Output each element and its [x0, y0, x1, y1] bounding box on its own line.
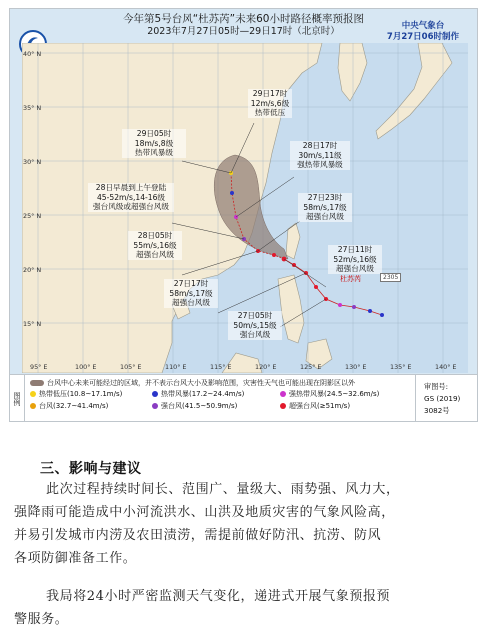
lon-tick: 100° E — [75, 363, 97, 371]
label-wind: 52m/s,16级 — [333, 254, 377, 264]
legend-item-label: 热带风暴(17.2~24.4m/s) — [161, 390, 245, 398]
lon-tick: 125° E — [300, 363, 322, 371]
legend-item-label: 强台风(41.5~50.9m/s) — [161, 402, 238, 410]
label-time: 28日17时 — [302, 141, 338, 150]
paragraph-line: 各项防御准备工作。 — [14, 551, 137, 566]
paragraph-line: 我局将24小时严密监测天气变化，递进式开展气象预报预 — [46, 589, 391, 604]
forecast-label — [248, 89, 292, 118]
legend-dot-icon — [152, 403, 158, 409]
label-wind: 30m/s,11级 — [298, 150, 342, 160]
legend-dot-icon — [30, 403, 36, 409]
paragraph-line: 此次过程持续时间长、范围广、量级大、雨势强、风力大， — [46, 482, 400, 497]
point-sty — [352, 305, 356, 309]
label-wind: 50m/s,15级 — [233, 320, 277, 330]
point-super — [324, 297, 328, 301]
point-super — [272, 253, 276, 257]
label-level: 超强台风级 — [172, 298, 210, 307]
review-label: 审图号: — [424, 382, 448, 391]
legend-dot-icon — [280, 403, 286, 409]
legend-item — [30, 401, 108, 411]
lat-tick: 20° N — [23, 266, 42, 274]
legend-dot-icon — [152, 391, 158, 397]
lon-tick: 115° E — [210, 363, 232, 371]
agency-made-time: 7月27日06时制作 — [386, 32, 459, 42]
lat-tick: 30° N — [23, 158, 42, 166]
legend-label: 图例 — [10, 375, 25, 422]
lon-tick: 95° E — [30, 363, 48, 371]
lon-tick: 140° E — [435, 363, 457, 371]
label-wind: 18m/s,8级 — [134, 138, 174, 148]
point-ts — [230, 191, 234, 195]
legend-item — [280, 401, 350, 411]
legend-item — [152, 389, 244, 399]
label-wind: 58m/s,17级 — [169, 288, 213, 298]
map-subtitle: 2023年7月27日05时—29日17时（北京时） — [147, 26, 340, 37]
label-wind: 12m/s,6级 — [250, 98, 290, 108]
review-number — [415, 375, 477, 422]
cone-swatch-icon — [30, 380, 44, 386]
label-level: 热带低压 — [254, 108, 286, 117]
point-ts — [368, 309, 372, 313]
forecast-label — [128, 231, 182, 260]
forecast-label — [228, 311, 282, 340]
legend-item-label: 超强台风(≥51m/s) — [289, 402, 351, 410]
lon-tick: 120° E — [255, 363, 277, 371]
lon-tick: 105° E — [120, 363, 142, 371]
lon-tick: 110° E — [165, 363, 187, 371]
point-ts — [380, 313, 384, 317]
label-level: 强台风级或超强台风级 — [93, 202, 169, 211]
legend-cone-item — [30, 378, 355, 388]
agency-block — [387, 21, 459, 43]
label-time: 27日17时 — [173, 279, 209, 288]
review-value: GS (2019) 3082号 — [424, 394, 461, 415]
map-legend — [10, 374, 477, 422]
label-level: 热带风暴级 — [135, 148, 173, 157]
agency-name: 中央气象台 — [401, 21, 445, 31]
section-heading: 三、影响与建议 — [40, 461, 142, 477]
legend-item-label: 强热带风暴(24.5~32.6m/s) — [289, 390, 380, 398]
legend-item-label: 热带低压(10.8~17.1m/s) — [39, 390, 123, 398]
lat-tick: 40° N — [23, 50, 42, 58]
label-wind: 45-52m/s,14-16级 — [96, 192, 166, 202]
forecast-label — [122, 129, 186, 158]
label-time: 28日05时 — [137, 231, 173, 240]
legend-item — [30, 389, 122, 399]
typhoon-forecast-map — [9, 8, 478, 422]
label-time: 27日05时 — [237, 311, 273, 320]
paragraph-line: 并易引发城市内涝及农田渍涝，需提前做好防汛、抗涝、防风 — [14, 528, 382, 543]
label-level: 超强台风级 — [306, 212, 344, 221]
legend-item — [152, 401, 237, 411]
label-level: 超强台风级 — [136, 250, 174, 259]
legend-dot-icon — [30, 391, 36, 397]
forecast-label — [164, 279, 218, 308]
forecast-label — [290, 141, 350, 170]
label-time: 29日17时 — [252, 89, 288, 98]
label-time: 29日05时 — [136, 129, 172, 138]
point-sts — [338, 303, 342, 307]
legend-cone-note: 台风中心未来可能经过的区域，并不表示台风大小及影响范围，灾害性天气也可能出现在阴影区以外 — [47, 379, 355, 387]
lon-tick: 135° E — [390, 363, 412, 371]
label-level: 强热带风暴级 — [297, 160, 343, 169]
lat-tick: 25° N — [23, 212, 42, 220]
forecast-label — [328, 245, 382, 274]
lat-tick: 35° N — [23, 104, 42, 112]
label-time: 28日早晨到上午登陆 — [95, 183, 167, 192]
storm-name: 杜苏芮 — [340, 275, 361, 283]
label-wind: 55m/s,16级 — [133, 240, 177, 250]
label-time: 27日23时 — [307, 193, 343, 202]
legend-item-label: 台风(32.7~41.4m/s) — [39, 402, 109, 410]
legend-item — [280, 389, 379, 399]
lat-tick: 15° N — [23, 320, 42, 328]
label-level: 超强台风级 — [336, 264, 374, 273]
paragraph-line: 强降雨可能造成中小河流洪水、山洪及地质灾害的气象风险高， — [14, 505, 395, 520]
storm-code: 2305 — [380, 273, 401, 282]
forecast-label — [298, 193, 352, 222]
map-title: 今年第5号台风“杜苏芮”未来60小时路径概率预报图 — [123, 13, 364, 25]
label-time: 27日11时 — [337, 245, 373, 254]
map-area — [22, 43, 468, 373]
label-wind: 58m/s,17级 — [303, 202, 347, 212]
legend-dot-icon — [280, 391, 286, 397]
point-super — [314, 285, 318, 289]
lon-tick: 130° E — [345, 363, 367, 371]
paragraph-line: 警服务。 — [14, 612, 69, 627]
label-level: 强台风级 — [239, 330, 271, 339]
forecast-label — [88, 183, 174, 212]
